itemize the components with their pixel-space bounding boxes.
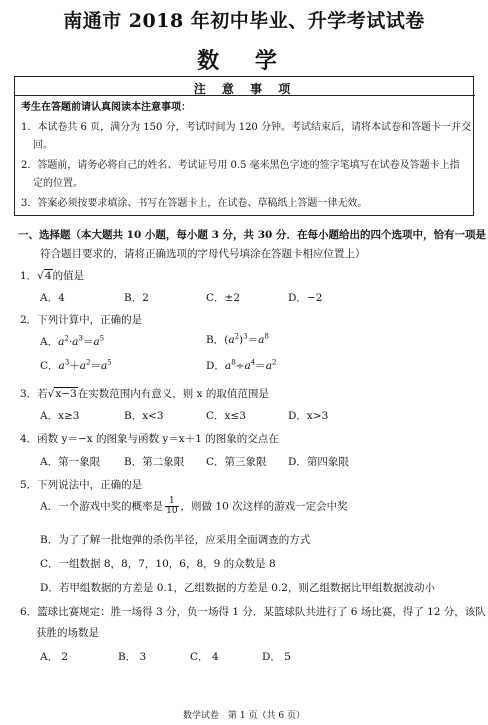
q1-option-a: A．4 xyxy=(40,292,65,304)
question-stem: 的值是 xyxy=(52,270,85,282)
radicand: 4 xyxy=(44,270,52,282)
q1-option-b: B．2 xyxy=(124,292,149,304)
section-heading: 一、选择题（本大题共 10 小题，每小题 3 分，共 30 分．在每小题给出的四个选项中，恰有一项是 xyxy=(18,229,486,241)
subject-title: 数 学 xyxy=(197,48,291,74)
q5-option-a-pre: A．一个游戏中奖的概率是 xyxy=(40,500,164,513)
exam-title: 南通市 2018 年初中毕业、升学考试试卷 xyxy=(63,10,425,32)
q4-option-d: D．第四象限 xyxy=(288,456,349,468)
question-6-cont: 获胜的场数是 xyxy=(36,627,99,639)
question-3-pre: 3．若 xyxy=(20,388,48,400)
fraction xyxy=(165,497,178,516)
fraction-numerator: 1 xyxy=(165,497,178,507)
notice-box xyxy=(14,76,474,216)
question-3 xyxy=(20,386,269,401)
question-1 xyxy=(20,268,84,283)
q6-option-c: C． 4 xyxy=(190,651,219,663)
fraction-denominator: 10 xyxy=(166,506,178,516)
radical-sign: √ xyxy=(47,388,55,400)
notice-item-1-cont: 回。 xyxy=(33,140,53,151)
q1-option-d: D．−2 xyxy=(288,292,323,304)
notice-intro: 考生在答题前请认真阅读本注意事项： xyxy=(21,102,191,113)
q3-option-b: B．x<3 xyxy=(124,410,164,422)
q3-option-d: D．x>3 xyxy=(288,410,329,422)
q2-option-d: D．$a^8\div a^4=a^2$ xyxy=(206,358,277,372)
q1-option-c: C．±2 xyxy=(206,292,241,304)
question-5: 5．下列说法中，正确的是 xyxy=(20,479,143,491)
radicand: x−3 xyxy=(55,388,77,400)
question-number: 1． xyxy=(20,270,38,282)
notice-item-1: 1．本试卷共 6 页，满分为 150 分，考试时间为 120 分钟。考试结束后，请将本试卷和答题卡一并交 xyxy=(21,122,471,133)
q3-option-a: A．x≥3 xyxy=(40,410,80,422)
question-2: 2．下列计算中，正确的是 xyxy=(20,314,143,326)
q5-option-b: B．为了了解一批炮弹的杀伤半径，应采用全面调查的方式 xyxy=(40,534,311,546)
section-heading-cont: 符合题目要求的，请将正确选项的字母代号填涂在答题卡相应位置上） xyxy=(40,248,366,260)
q2-option-a: A．$a^2\cdot a^3=a^5$ xyxy=(40,334,105,348)
notice-item-2-cont: 定的位置。 xyxy=(33,178,83,189)
q4-option-b: B．第二象限 xyxy=(124,456,185,468)
notice-item-3: 3．答案必须按要求填涂、书写在答题卡上，在试卷、草稿纸上答题一律无效。 xyxy=(21,198,368,209)
q6-option-b: B． 3 xyxy=(118,651,147,663)
notice-title: 注 意 事 项 xyxy=(193,82,297,96)
page-footer: 数学试卷 第 1 页（共 6 页） xyxy=(183,711,305,721)
notice-divider xyxy=(15,95,475,96)
q2-option-b: B．$(a^2)^3=a^8$ xyxy=(206,332,269,346)
q5-option-a xyxy=(40,497,348,516)
q4-option-a: A．第一象限 xyxy=(40,456,101,468)
question-4: 4．函数 y＝−x 的图象与函数 y＝x＋1 的图象的交点在 xyxy=(20,433,279,445)
radical-sign: √ xyxy=(37,270,44,282)
q3-option-c: C．x≤3 xyxy=(206,410,246,422)
q5-option-a-post: ，则做 10 次这样的游戏一定会中奖 xyxy=(180,500,348,513)
q2-option-c: C．$a^3+a^2=a^5$ xyxy=(40,358,112,372)
question-6: 6．篮球比赛规定：胜一场得 3 分，负一场得 1 分．某篮球队共进行了 6 场比赛，得了 12 分，该队 xyxy=(20,606,486,618)
q5-option-c: C．一组数据 8，8，7，10，6，8，9 的众数是 8 xyxy=(40,558,276,570)
q5-option-d: D．若甲组数据的方差是 0.1，乙组数据的方差是 0.2，则乙组数据比甲组数据波动小 xyxy=(40,582,435,594)
q6-option-d: D． 5 xyxy=(262,651,291,663)
question-3-post: 在实数范围内有意义，则 x 的取值范围是 xyxy=(77,388,269,400)
notice-item-2: 2．答题前，请务必将自己的姓名、考试证号用 0.5 毫米黑色字迹的签字笔填写在试卷及答题卡上指 xyxy=(21,160,460,171)
q4-option-c: C．第三象限 xyxy=(206,456,267,468)
q6-option-a: A． 2 xyxy=(40,651,69,663)
